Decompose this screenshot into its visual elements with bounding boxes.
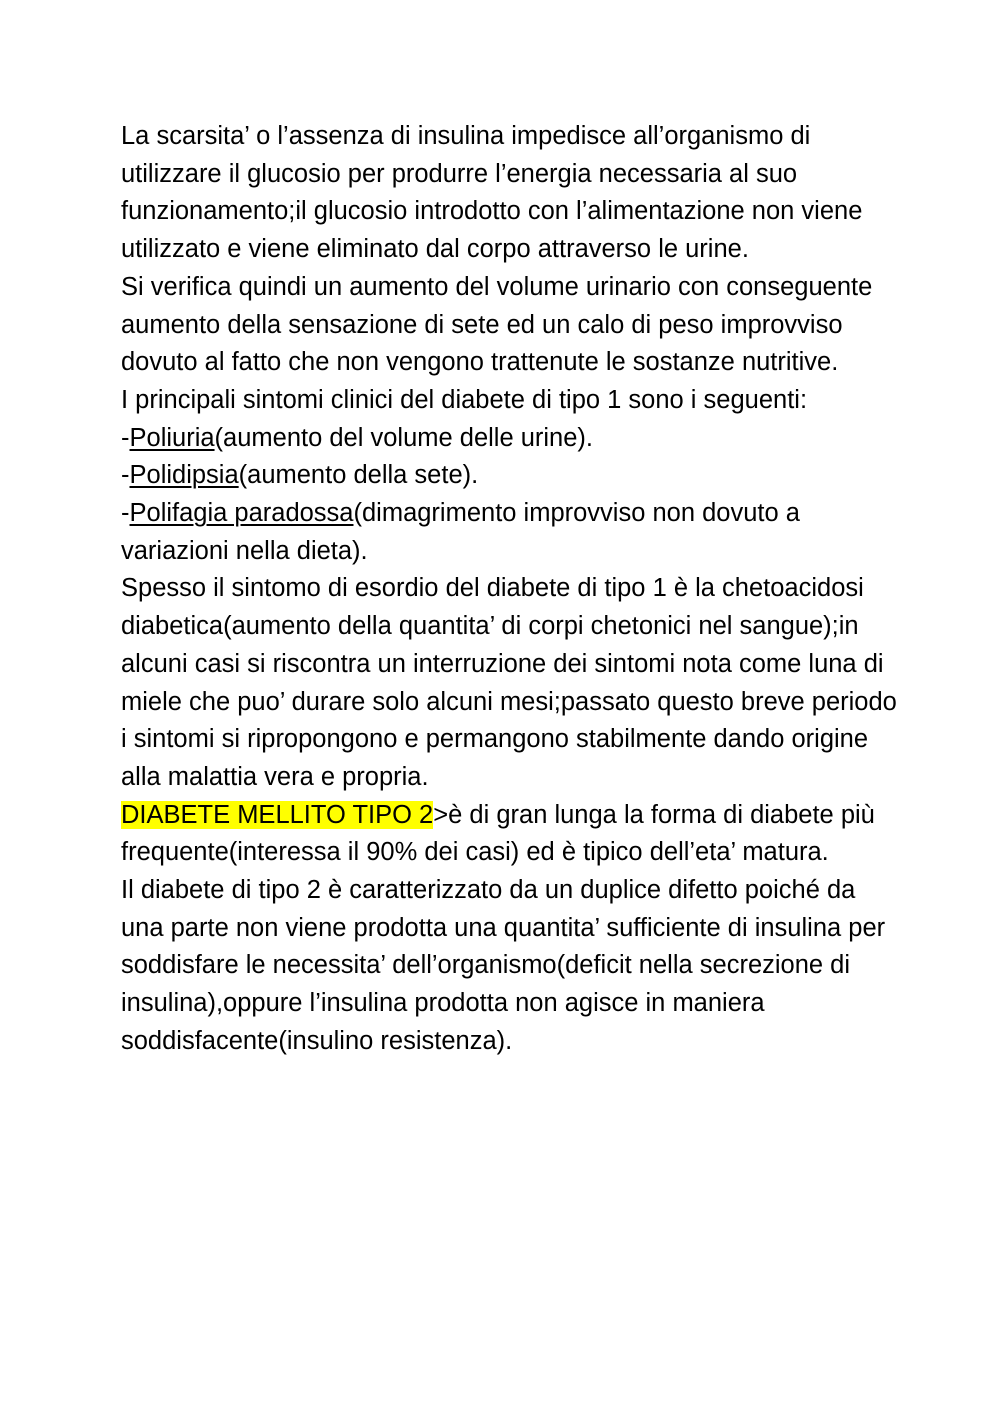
symptom-item: [121, 495, 901, 570]
type2-description: >è di gran lunga la forma di diabete più frequente(interessa il 90% dei casi) ed è tipico dell’eta’ matura.: [121, 800, 875, 867]
symptom-item: [121, 457, 901, 495]
symptom-description: (dimagrimento improvviso non dovuto a variazioni nella dieta).: [121, 499, 800, 565]
symptom-term: Poliuria: [129, 423, 215, 452]
paragraph-type2-defect: Il diabete di tipo 2 è caratterizzato da un duplice difetto poiché da una parte non viene prodotta una quantita’ sufficiente di insulina per soddisfare le necessita’ dell’organismo(deficit nella secrezione di insulina),oppure l’insulina prodotta non agisce in maniera soddisfacente(insulino resistenza).: [121, 876, 886, 1055]
symptom-item: [121, 420, 901, 458]
symptom-term: Polifagia paradossa: [129, 499, 354, 528]
type2-highlighted-heading: DIABETE MELLITO TIPO 2: [121, 800, 434, 829]
paragraph-insulin-deficiency: La scarsita’ o l’assenza di insulina impedisce all’organismo di utilizzare il glucosio per produrre l’energia necessaria al suo funzionamento;il glucosio introdotto con l’alimentazione non viene utilizzato e viene eliminato dal corpo attraverso le urine.: [121, 122, 863, 264]
document-body: [121, 118, 901, 1061]
symptom-description: (aumento del volume delle urine).: [214, 423, 594, 452]
paragraph-urinary-volume: Si verifica quindi un aumento del volume urinario con conseguente aumento della sensazione di sete ed un calo di peso improvviso dovuto al fatto che non vengono trattenute le sostanze nutritive.: [121, 272, 873, 377]
symptom-prefix: -: [121, 423, 130, 452]
symptom-prefix: -: [121, 499, 130, 528]
symptom-description: (aumento della sete).: [238, 461, 479, 490]
paragraph-onset: Spesso il sintomo di esordio del diabete di tipo 1 è la chetoacidosi diabetica(aumento della quantita’ di corpi chetonici nel sangue);in alcuni casi si riscontra un interruzione dei sintomi nota come luna di miele che puo’ durare solo alcuni mesi;passato questo breve periodo i sintomi si ripropongono e permangono stabilmente dando origine alla malattia vera e propria.: [121, 574, 897, 791]
symptom-term: Polidipsia: [129, 461, 239, 490]
paragraph-type2: [121, 797, 901, 872]
symptom-prefix: -: [121, 461, 130, 490]
paragraph-symptoms-intro: I principali sintomi clinici del diabete di tipo 1 sono i seguenti:: [121, 385, 808, 414]
